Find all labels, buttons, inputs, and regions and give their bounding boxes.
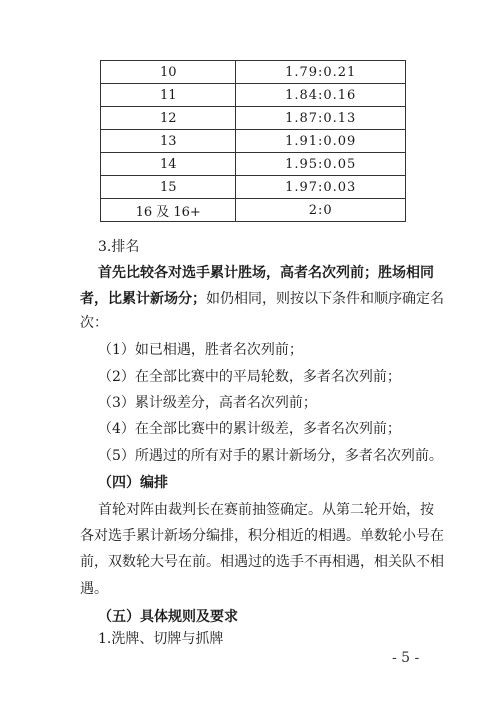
table-cell-rounds: 15 (101, 176, 236, 199)
table-cell-rounds: 14 (101, 153, 236, 176)
table-row (101, 84, 406, 107)
section4-line2: 各对选手累计新场分编排，积分相近的相遇。单数轮小号在 (80, 528, 444, 544)
table-cell-rounds: 16 及 16+ (101, 199, 236, 222)
table-row (101, 61, 406, 84)
section3-heading: 3.排名 (98, 239, 140, 255)
section3-para-line2 (80, 288, 444, 308)
section4-line3: 前，双数轮大号在前。相遇过的选手不再相遇，相关队不相 (80, 554, 444, 570)
table-cell-rounds: 13 (101, 130, 236, 153)
section3-para-line1: 首先比较各对选手累计胜场，高者名次列前；胜场相同 (98, 265, 434, 281)
table-row (101, 176, 406, 199)
rank-item-3: （3）累计级差分，高者名次列前； (98, 395, 317, 411)
table-cell-score: 1.84:0.16 (236, 84, 406, 107)
section5-heading: （五）具体规则及要求 (98, 609, 238, 625)
section3-para-line3: 次： (80, 315, 108, 331)
section5-sub: 1.洗牌、切牌与抓牌 (98, 631, 224, 647)
table-row (101, 199, 406, 222)
table-cell-rounds: 12 (101, 107, 236, 130)
section4-line1: 首轮对阵由裁判长在赛前抽签确定。从第二轮开始，按 (98, 502, 434, 518)
table-cell-score: 1.97:0.03 (236, 176, 406, 199)
rank-item-5: （5）所遇过的所有对手的累计新场分，多者名次列前。 (98, 448, 443, 464)
table-row (101, 107, 406, 130)
table-cell-score: 1.91:0.09 (236, 130, 406, 153)
rank-item-4: （4）在全部比赛中的累计级差，多者名次列前； (98, 421, 401, 437)
table-cell-rounds: 10 (101, 61, 236, 84)
table-cell-score: 1.87:0.13 (236, 107, 406, 130)
table-cell-score: 1.79:0.21 (236, 61, 406, 84)
table-cell-rounds: 11 (101, 84, 236, 107)
section3-para-bold: 者，比累计新场分； (80, 291, 206, 307)
page-number: - 5 - (392, 650, 420, 666)
section4-heading: （四）编排 (98, 475, 168, 491)
section4-line4: 遇。 (80, 581, 108, 597)
table-row (101, 130, 406, 153)
section3-para-rest: 如仍相同，则按以下条件和顺序确定名 (206, 291, 444, 307)
rank-item-2: （2）在全部比赛中的平局轮数，多者名次列前； (98, 369, 401, 385)
rank-item-1: （1）如已相遇，胜者名次列前； (98, 342, 303, 358)
table-cell-score: 1.95:0.05 (236, 153, 406, 176)
score-table (100, 60, 406, 222)
table-row (101, 153, 406, 176)
table-cell-score: 2:0 (236, 199, 406, 222)
